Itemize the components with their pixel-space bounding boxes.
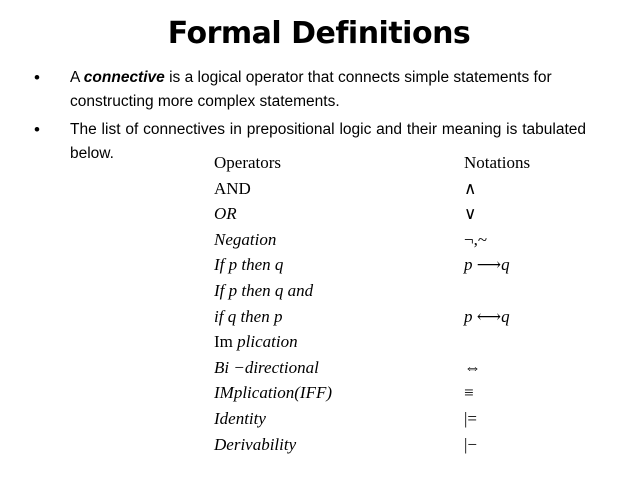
operator-cell: Derivability [214, 434, 297, 454]
bullet-connectives-list: The list of connectives in prepositional logic and their meaning is tabulated below. [70, 121, 586, 162]
notation-cell: ¬,~ [464, 229, 488, 249]
table-row [214, 176, 554, 202]
bullet-marker: • [34, 120, 40, 139]
notation-cell: ⇔ [464, 357, 481, 377]
operator-cell: if q then p [214, 306, 283, 326]
header-notations: Notations [464, 153, 531, 172]
table-row [214, 304, 554, 330]
connective-term: connective [83, 69, 165, 86]
operator-cell: If p then q and [214, 280, 314, 300]
operator-cell: Bi −directional [214, 357, 319, 377]
notation-cell: ∧ [464, 178, 477, 198]
operator-cell: If p then q [214, 255, 284, 275]
operator-suffix: plication [232, 332, 298, 352]
table-row [214, 227, 554, 253]
operator-cell: Identity [214, 408, 266, 428]
operator-cell: AND [214, 178, 251, 198]
bullet-connective-definition [70, 66, 586, 114]
table-row [214, 432, 554, 458]
bullet-rest: is a logical operator that connects simple statements for constructing more complex statements. [70, 69, 552, 110]
notation-cell: p ⟶q [464, 255, 510, 275]
table-row [214, 329, 554, 355]
notation-cell: ≡ [464, 383, 474, 403]
table-row [214, 406, 554, 432]
table-row [214, 201, 554, 227]
operator-cell [214, 329, 464, 355]
notation-cell [464, 278, 554, 304]
operator-cell: Negation [214, 229, 277, 249]
bullet-prefix: A [70, 69, 84, 86]
table-header-row [214, 150, 554, 176]
notation-cell: |− [464, 434, 477, 454]
slide-title: Formal Definitions [167, 16, 471, 51]
notation-cell [464, 329, 554, 355]
notation-cell: p ⟷q [464, 306, 510, 326]
table-row [214, 355, 554, 381]
table-row [214, 278, 554, 304]
table-row [214, 252, 554, 278]
notation-cell: ∨ [464, 204, 477, 224]
notation-cell: |= [464, 408, 477, 428]
table-row [214, 380, 554, 406]
connectives-table [214, 150, 554, 457]
operator-cell: IMplication(IFF) [214, 383, 333, 403]
bullet-marker: • [34, 68, 40, 87]
operator-cell: OR [214, 204, 237, 224]
operator-prefix: Im [214, 332, 233, 352]
header-operators: Operators [214, 153, 282, 172]
